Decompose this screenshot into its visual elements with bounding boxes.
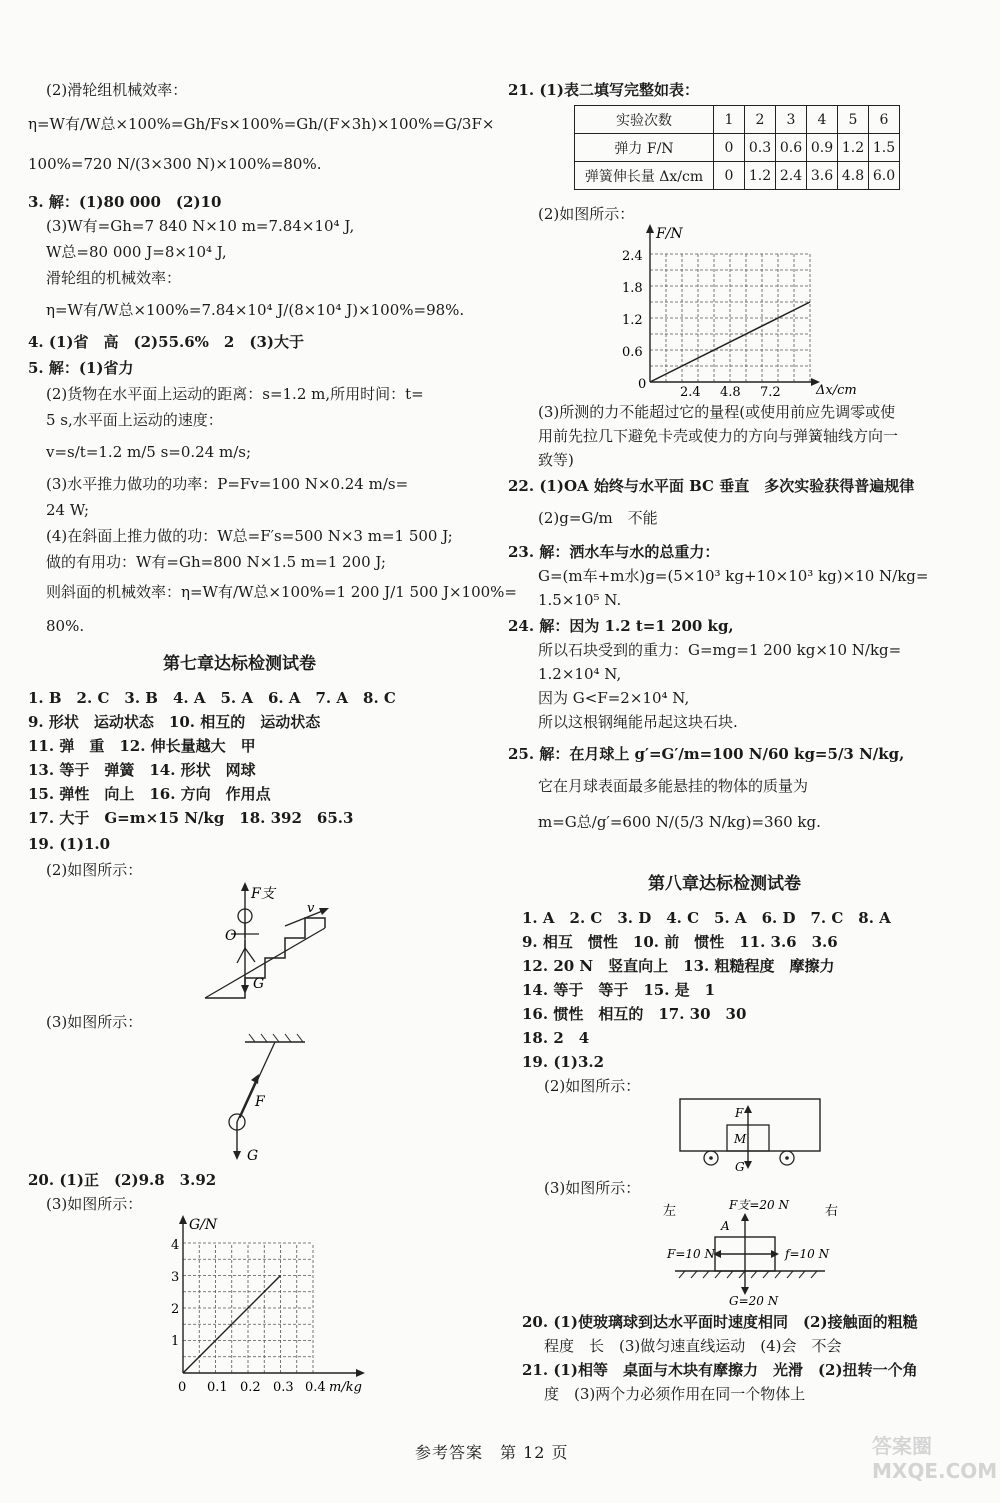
text-line: 5 s,水平面上运动的速度： (46, 411, 223, 429)
answer-line: 1. B 2. C 3. B 4. A 5. A 6. A 7. A 8. C (28, 689, 396, 707)
answer-line: 20. (1)正 (2)9.8 3.92 (28, 1171, 217, 1189)
answer-line: 13. 等于 弹簧 14. 形状 网球 (28, 761, 256, 779)
f-dx-graph (620, 222, 870, 402)
y-tick-label: 3 (171, 1270, 180, 1285)
table-cell: 0 (714, 134, 745, 162)
table-cell: 6 (869, 106, 900, 134)
table-cell: 0.9 (807, 134, 838, 162)
text-line: 它在月球表面最多能悬挂的物体的质量为 (538, 777, 809, 795)
x-tick-label: 0 (178, 1380, 187, 1395)
x-tick-label: 0.4 (305, 1380, 326, 1395)
table-row (575, 162, 900, 190)
hanging-ball-diagram (215, 1030, 315, 1170)
g-m-graph (165, 1215, 375, 1395)
chapter7-title: 第七章达标检测试卷 (163, 654, 316, 674)
table-cell: 1.2 (745, 162, 776, 190)
chapter8-title: 第八章达标检测试卷 (648, 874, 801, 894)
block-friction-diagram (655, 1195, 855, 1305)
table-cell: 0.3 (745, 134, 776, 162)
answer-line: 14. 等于 等于 15. 是 1 (522, 981, 716, 999)
velocity-label: v (307, 901, 315, 916)
force-label: F (255, 1094, 265, 1110)
y-tick-label: 1.8 (622, 281, 643, 296)
table-row (575, 106, 900, 134)
text-line: (4)在斜面上推力做的功：W总=F′s=500 N×3 m=1 500 J; (46, 527, 453, 545)
text-line: (2)如图所示： (544, 1077, 641, 1095)
table-row (575, 134, 900, 162)
text-line: (3)水平推力做功的功率：P=Fv=100 N×0.24 m/s= (46, 475, 409, 493)
table-cell: 3 (776, 106, 807, 134)
answer-line: 17. 大于 G=m×15 N/kg 18. 392 65.3 (28, 809, 354, 827)
formula-line: v=s/t=1.2 m/5 s=0.24 m/s; (46, 443, 252, 461)
force-label: F支 (251, 886, 275, 902)
answer-line: 9. 相互 惯性 10. 前 惯性 11. 3.6 3.6 (522, 933, 838, 951)
text-line: 滑轮组的机械效率： (46, 269, 182, 287)
text-line: 1.5×10⁵ N. (538, 591, 622, 609)
gravity-label: G (253, 976, 265, 992)
text-line: 所以石块受到的重力：G=mg=1 200 kg×10 N/kg= (538, 641, 902, 659)
watermark: 答案圈 MXQE.COM (872, 1434, 998, 1483)
y-axis-label: F/N (656, 226, 683, 242)
text-line: (2)如图所示： (46, 861, 143, 879)
formula-line: 则斜面的机械效率：η=W有/W总×100%=1 200 J/1 500 J×100%= (46, 583, 517, 601)
text-line: W总=80 000 J=8×10⁴ J, (46, 243, 227, 261)
table-cell: 6.0 (869, 162, 900, 190)
text-line: (2)滑轮组机械效率： (46, 81, 188, 99)
table-cell: 0.6 (776, 134, 807, 162)
push-force-label: F=10 N (667, 1247, 715, 1261)
text-line: (2)货物在水平面上运动的距离：s=1.2 m,所用时间：t= (46, 385, 424, 403)
y-tick-label: 0.6 (622, 345, 643, 360)
friction-label: f=10 N (785, 1247, 830, 1261)
answer-24: 24. 解：因为 1.2 t=1 200 kg, (508, 617, 734, 635)
table-cell: 弹簧伸长量 Δx/cm (575, 162, 714, 190)
answer-line: 21. (1)相等 桌面与木块有摩擦力 光滑 (2)扭转一个角 (522, 1361, 918, 1379)
x-tick-label: 0.1 (207, 1380, 228, 1395)
answer-25: 25. 解：在月球上 g′=G′/m=100 N/60 kg=5/3 N/kg, (508, 745, 905, 763)
text-line: 24 W; (46, 501, 90, 519)
answer-23: 23. 解：洒水车与水的总重力： (508, 543, 720, 561)
text-line: 所以这根钢绳能吊起这块石块. (538, 713, 738, 731)
cart-force-diagram (675, 1095, 825, 1175)
answer-line: 1. A 2. C 3. D 4. C 5. A 6. D 7. C 8. A (522, 909, 891, 927)
table-cell: 1.2 (838, 134, 869, 162)
table-cell: 实验次数 (575, 106, 714, 134)
stairs-force-diagram (195, 878, 335, 1003)
answer-4: 4. (1)省 高 (2)55.6% 2 (3)大于 (28, 333, 304, 351)
text-line: (3)如图所示： (544, 1179, 641, 1197)
mass-label: M (734, 1132, 747, 1146)
gravity-label: G (735, 1160, 745, 1174)
x-axis-label: Δx/cm (816, 383, 857, 398)
x-tick-label: 0.3 (273, 1380, 294, 1395)
left-label: 左 (663, 1204, 677, 1219)
y-tick-label: 2 (171, 1302, 180, 1317)
text-line: 1.2×10⁴ N, (538, 665, 622, 683)
text-line: (2)如图所示： (538, 205, 635, 223)
gravity-label: G=20 N (729, 1294, 779, 1305)
text-line: 做的有用功：W有=Gh=800 N×1.5 m=1 200 J; (46, 553, 386, 571)
support-force-label: F支=20 N (729, 1198, 789, 1212)
data-table (574, 105, 900, 190)
block-label: A (721, 1219, 730, 1233)
table-cell: 5 (838, 106, 869, 134)
force-label: F (735, 1106, 744, 1120)
answer-line: 12. 20 N 竖直向上 13. 粗糙程度 摩擦力 (522, 957, 835, 975)
text-line: (3)如图所示： (46, 1195, 143, 1213)
x-tick-label: 0.2 (240, 1380, 261, 1395)
formula-line: m=G总/g′=600 N/(5/3 N/kg)=360 kg. (538, 813, 821, 831)
x-tick-label: 7.2 (760, 385, 781, 400)
table-cell: 0 (714, 162, 745, 190)
answer-3: 3. 解：(1)80 000 (2)10 (28, 193, 222, 211)
page-footer: 参考答案 第 12 页 (415, 1443, 569, 1462)
answer-21: 21. (1)表二填写完整如表： (508, 81, 699, 99)
table-cell: 2.4 (776, 162, 807, 190)
table-cell: 1 (714, 106, 745, 134)
answer-line: 9. 形状 运动状态 10. 相互的 运动状态 (28, 713, 321, 731)
x-tick-label: 4.8 (720, 385, 741, 400)
answer-5: 5. 解：(1)省力 (28, 359, 134, 377)
text-line: 因为 G<F=2×10⁴ N, (538, 689, 690, 707)
x-tick-label: 2.4 (680, 385, 701, 400)
gravity-label: G (247, 1148, 259, 1164)
answer-22: 22. (1)OA 始终与水平面 BC 垂直 多次实验获得普遍规律 (508, 477, 915, 495)
table-cell: 4 (807, 106, 838, 134)
answer-line: 20. (1)使玻璃球到达水平面时速度相同 (2)接触面的粗糙 (522, 1313, 918, 1331)
text-line: (3)W有=Gh=7 840 N×10 m=7.84×10⁴ J, (46, 217, 355, 235)
y-tick-label: 2.4 (622, 249, 643, 264)
right-label: 右 (825, 1204, 839, 1219)
text-line: G=(m车+m水)g=(5×10³ kg+10×10³ kg)×10 N/kg= (538, 567, 929, 585)
answer-line: 19. (1)1.0 (28, 835, 111, 853)
answer-line: 11. 弹 重 12. 伸长量越大 甲 (28, 737, 256, 755)
formula-line: 100%=720 N/(3×300 N)×100%=80%. (28, 155, 322, 173)
text-line: 致等) (538, 451, 574, 469)
table-cell: 弹力 F/N (575, 134, 714, 162)
answer-line: 19. (1)3.2 (522, 1053, 605, 1071)
point-label: O (225, 928, 237, 944)
table-cell: 3.6 (807, 162, 838, 190)
answer-line: 18. 2 4 (522, 1029, 590, 1047)
answer-line: 15. 弹性 向上 16. 方向 作用点 (28, 785, 271, 803)
formula-line: η=W有/W总×100%=Gh/Fs×100%=Gh/(F×3h)×100%=G/3F× (28, 115, 495, 133)
answer-line: 16. 惯性 相互的 17. 30 30 (522, 1005, 747, 1023)
text-line: 度 (3)两个力必须作用在同一个物体上 (544, 1385, 806, 1403)
x-axis-label: m/kg (329, 1380, 362, 1395)
y-axis-label: G/N (189, 1217, 218, 1233)
y-tick-label: 4 (171, 1238, 180, 1253)
text-line: (3)所测的力不能超过它的量程(或使用前应先调零或使 (538, 403, 896, 421)
table-cell: 1.5 (869, 134, 900, 162)
formula-line: (2)g=G/m 不能 (538, 509, 658, 527)
text-line: 用前先拉几下避免卡壳或使力的方向与弹簧轴线方向一 (538, 427, 899, 445)
table-cell: 4.8 (838, 162, 869, 190)
text-line: (3)如图所示： (46, 1013, 143, 1031)
y-tick-label: 1.2 (622, 313, 643, 328)
text-line: 程度 长 (3)做匀速直线运动 (4)会 不会 (544, 1337, 842, 1355)
y-tick-label: 1 (171, 1334, 180, 1349)
formula-line: η=W有/W总×100%=7.84×10⁴ J/(8×10⁴ J)×100%=98%. (46, 301, 465, 319)
text-line: 80%. (46, 617, 85, 635)
y-tick-label: 0 (638, 377, 647, 392)
table-cell: 2 (745, 106, 776, 134)
